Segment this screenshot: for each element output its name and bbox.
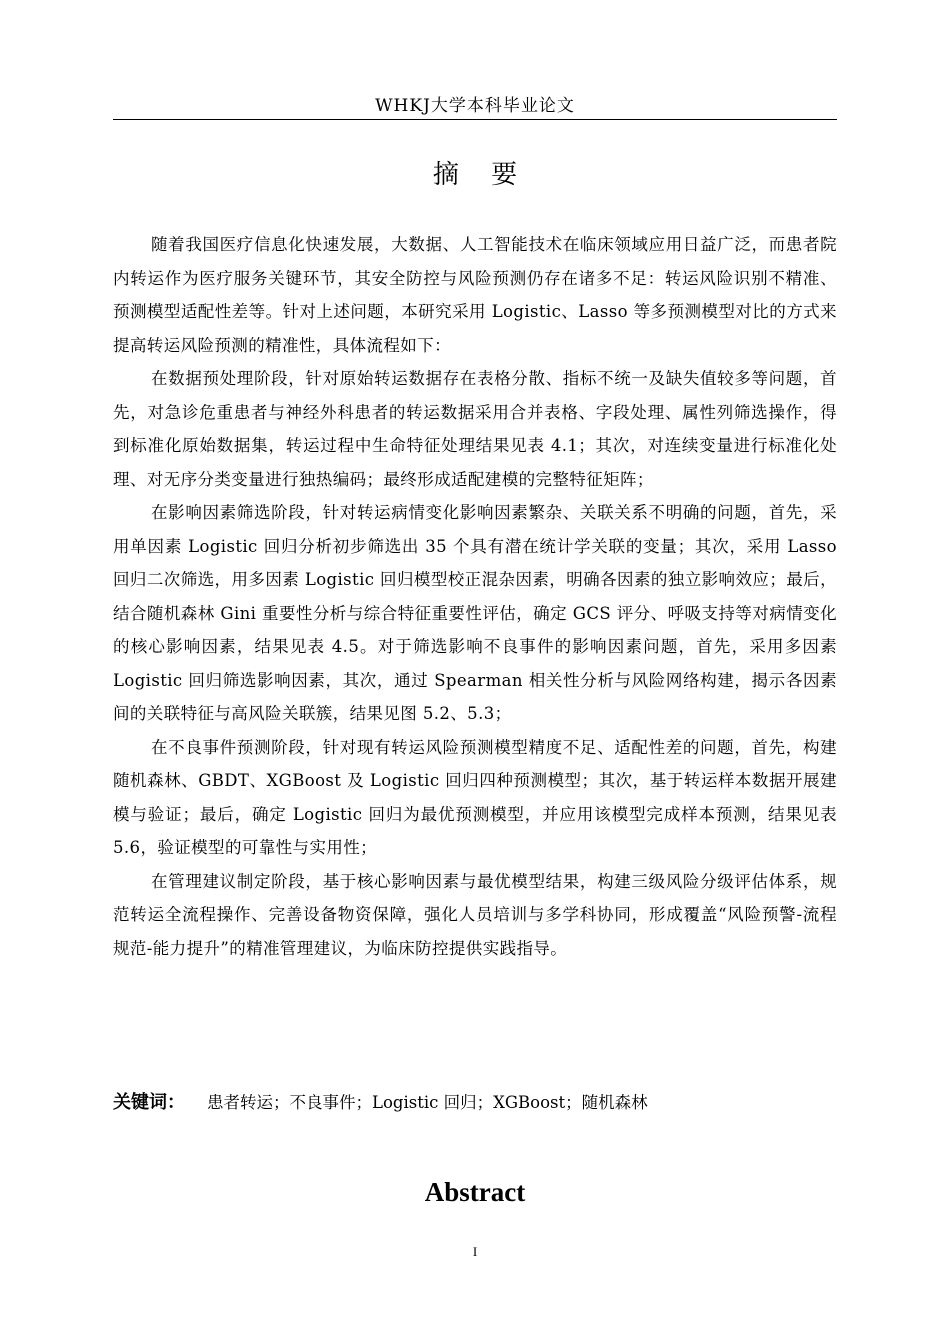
page-header: WHKJ大学本科毕业论文: [375, 96, 575, 116]
abstract-paragraph: 在影响因素筛选阶段，针对转运病情变化影响因素繁杂、关联关系不明确的问题，首先，采用单因素 Logistic 回归分析初步筛选出 35 个具有潜在统计学关联的变量；其次，采用 Lasso 回归二次筛选，用多因素 Logistic 回归模型校正混杂因素，明确各因素的独立影响效应；最后，结合随机森林 Gini 重要性分析与综合特征重要性评估，确定 GCS 评分、呼吸支持等对病情变化的核心影响因素，结果见表 4.5。对于筛选影响不良事件的影响因素问题，首先，采用多因素 Logistic 回归筛选影响因素，其次，通过 Spearman 相关性分析与风险网络构建，揭示各因素间的关联特征与高风险关联簇，结果见图 5.2、5.3；: [113, 503, 837, 723]
keywords-label: 关键词：: [113, 1092, 185, 1113]
abstract-paragraph: 在不良事件预测阶段，针对现有转运风险预测模型精度不足、适配性差的问题，首先，构建随机森林、GBDT、XGBoost 及 Logistic 回归四种预测模型；其次，基于转运样本数据开展建模与验证；最后，确定 Logistic 回归为最优预测模型，并应用该模型完成样本预测，结果见表 5.6，验证模型的可靠性与实用性；: [113, 737, 837, 857]
keywords-line: [113, 1088, 837, 1118]
abstract-title: 摘 要: [432, 160, 518, 190]
page-number: I: [472, 1244, 478, 1259]
abstract-body: [113, 228, 837, 965]
header-divider: [113, 119, 837, 120]
abstract-paragraph: 在数据预处理阶段，针对原始转运数据存在表格分散、指标不统一及缺失值较多等问题，首先，对急诊危重患者与神经外科患者的转运数据采用合并表格、字段处理、属性列筛选操作，得到标准化原始数据集，转运过程中生命特征处理结果见表 4.1；其次，对连续变量进行标准化处理、对无序分类变量进行独热编码；最终形成适配建模的完整特征矩阵；: [113, 369, 837, 489]
abstract-paragraph: 随着我国医疗信息化快速发展，大数据、人工智能技术在临床领域应用日益广泛，而患者院内转运作为医疗服务关键环节，其安全防控与风险预测仍存在诸多不足：转运风险识别不精准、预测模型适配性差等。针对上述问题，本研究采用 Logistic、Lasso 等多预测模型对比的方式来提高转运风险预测的精准性，具体流程如下：: [113, 235, 837, 355]
keywords-value: 患者转运；不良事件；Logistic 回归；XGBoost；随机森林: [207, 1093, 648, 1112]
abstract-paragraph: 在管理建议制定阶段，基于核心影响因素与最优模型结果，构建三级风险分级评估体系，规范转运全流程操作、完善设备物资保障，强化人员培训与多学科协同，形成覆盖“风险预警-流程规范-能力提升”的精准管理建议，为临床防控提供实践指导。: [113, 871, 837, 958]
english-abstract-title: Abstract: [424, 1177, 526, 1207]
